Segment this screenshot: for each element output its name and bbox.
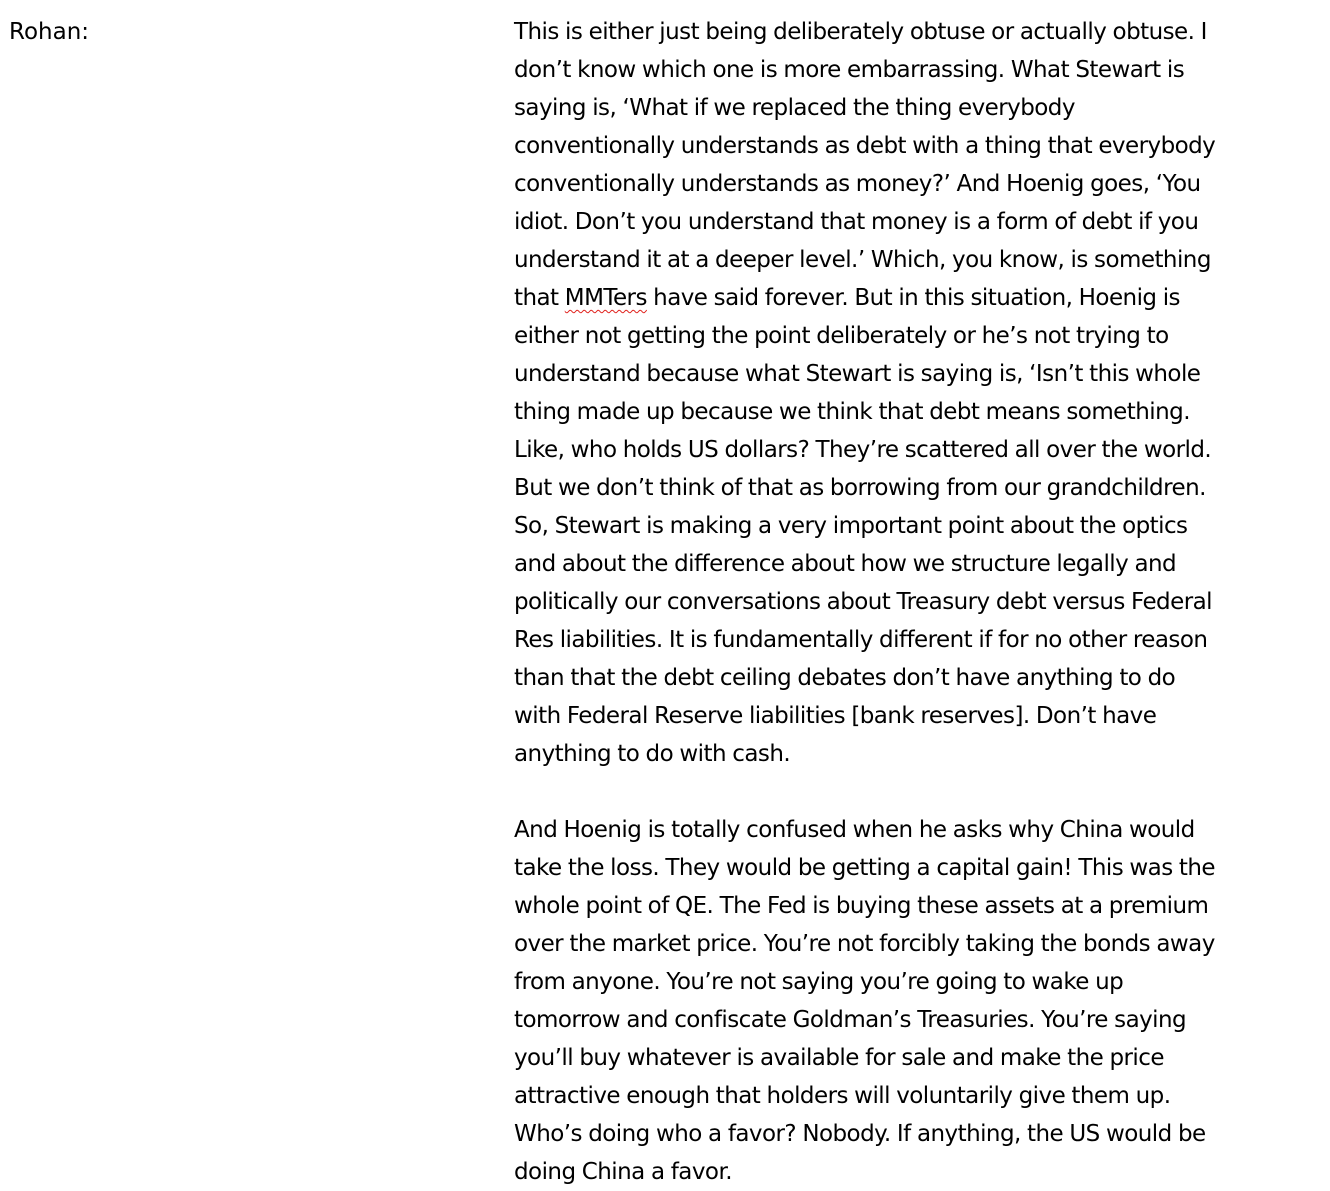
- text-segment: that: [514, 285, 565, 311]
- text-line: [514, 279, 1326, 317]
- text-line: This is either just being deliberately obtuse or actually obtuse. I: [514, 19, 1207, 45]
- text-line: either not getting the point deliberately or he’s not trying to: [514, 323, 1169, 349]
- text-line: take the loss. They would be getting a capital gain! This was the: [514, 855, 1216, 881]
- text-line: Like, who holds US dollars? They’re scattered all over the world.: [514, 437, 1212, 463]
- text-line: anything to do with cash.: [514, 741, 791, 767]
- text-line: tomorrow and confiscate Goldman’s Treasuries. You’re saying: [514, 1007, 1187, 1033]
- text-line: understand it at a deeper level.’ Which, you know, is something: [514, 247, 1211, 273]
- speaker-label: Rohan:: [9, 19, 90, 45]
- text-line: doing China a favor.: [514, 1159, 732, 1185]
- text-line: than that the debt ceiling debates don’t have anything to do: [514, 665, 1176, 691]
- text-line: understand because what Stewart is saying is, ‘Isn’t this whole: [514, 361, 1201, 387]
- text-line: from anyone. You’re not saying you’re going to wake up: [514, 969, 1124, 995]
- text-line: But we don’t think of that as borrowing from our grandchildren.: [514, 475, 1206, 501]
- paragraph-gap: [514, 773, 1326, 811]
- text-line: Who’s doing who a favor? Nobody. If anything, the US would be: [514, 1121, 1206, 1147]
- text-line: you’ll buy whatever is available for sale and make the price: [514, 1045, 1164, 1071]
- text-line: Res liabilities. It is fundamentally different if for no other reason: [514, 627, 1208, 653]
- text-line: conventionally understands as debt with a thing that everybody: [514, 133, 1216, 159]
- text-line: idiot. Don’t you understand that money is a form of debt if you: [514, 209, 1199, 235]
- text-line: politically our conversations about Treasury debt versus Federal: [514, 589, 1212, 615]
- text-line: with Federal Reserve liabilities [bank reserves]. Don’t have: [514, 703, 1157, 729]
- spellcheck-flagged-word[interactable]: MMTers: [564, 285, 647, 311]
- text-line: whole point of QE. The Fed is buying these assets at a premium: [514, 893, 1209, 919]
- text-line: And Hoenig is totally confused when he asks why China would: [514, 817, 1195, 843]
- text-line: thing made up because we think that debt means something.: [514, 399, 1190, 425]
- text-line: don’t know which one is more embarrassing. What Stewart is: [514, 57, 1185, 83]
- text-line: conventionally understands as money?’ And Hoenig goes, ‘You: [514, 171, 1201, 197]
- text-line: So, Stewart is making a very important point about the optics: [514, 513, 1188, 539]
- text-line: and about the difference about how we structure legally and: [514, 551, 1177, 577]
- text-segment: have said forever. But in this situation, Hoenig is: [646, 285, 1180, 311]
- transcript-body: [514, 13, 1326, 1191]
- text-line: over the market price. You’re not forcibly taking the bonds away: [514, 931, 1215, 957]
- text-line: attractive enough that holders will voluntarily give them up.: [514, 1083, 1171, 1109]
- text-line: saying is, ‘What if we replaced the thing everybody: [514, 95, 1075, 121]
